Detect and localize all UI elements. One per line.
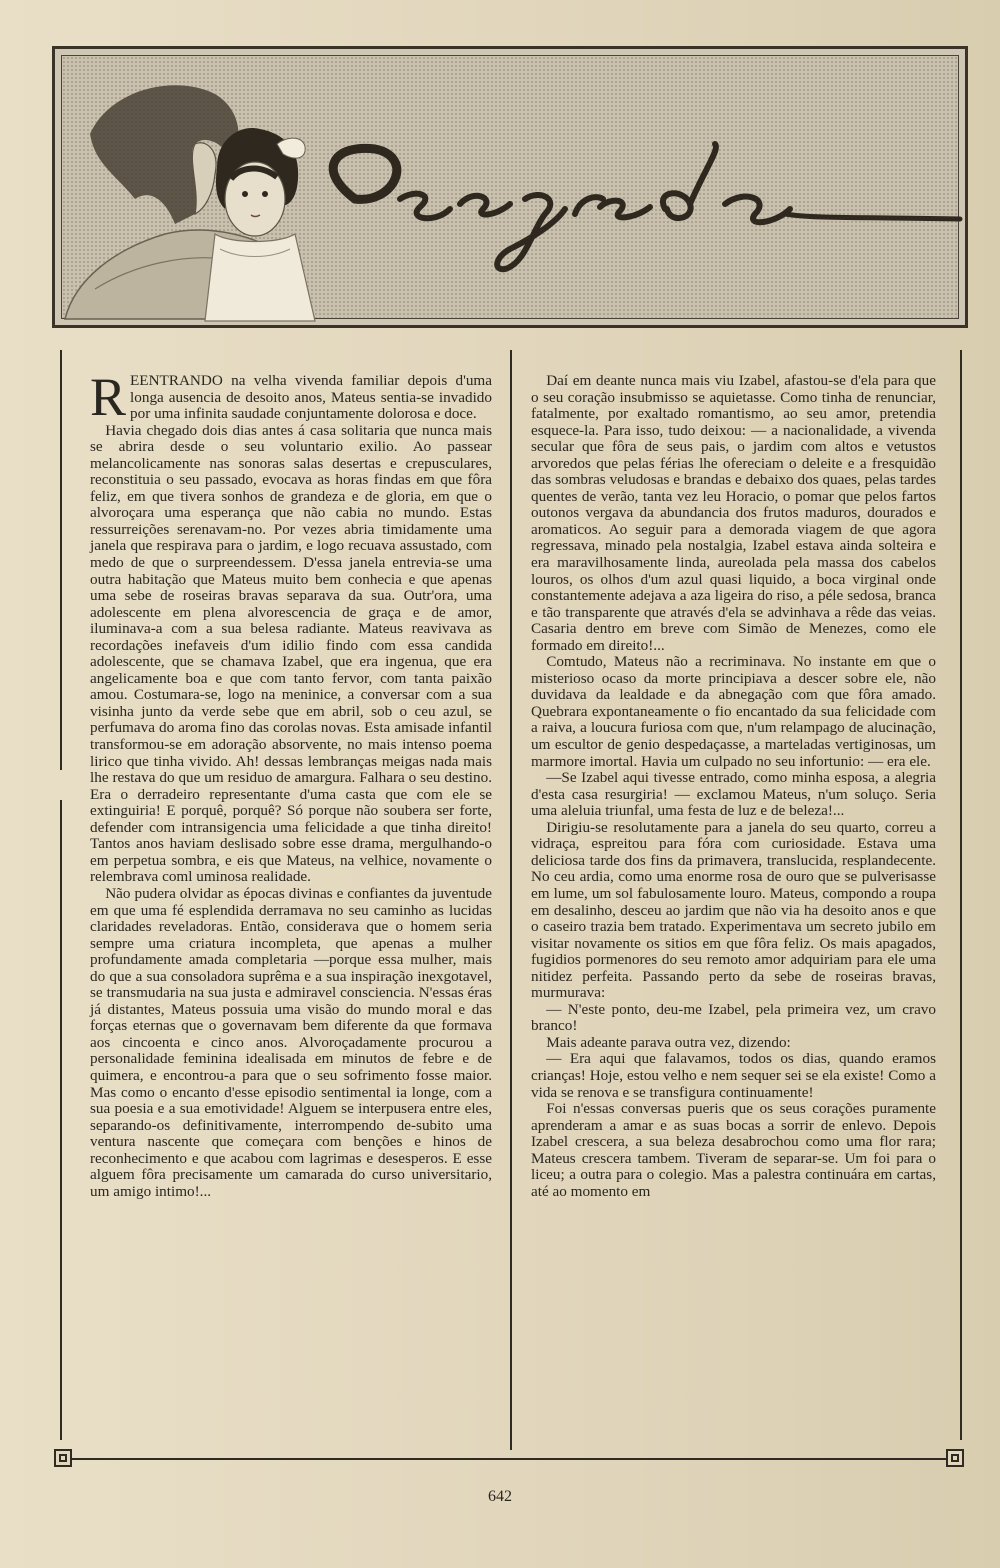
paragraph: Havia chegado dois dias antes á casa solitaria que nunca mais se abrira desde o seu voluntario exilio. Ao passear melancolicamente nas sonoras salas desertas e crepusculares, reconstituia o seu passado, evocava as horas findas em que fôra feliz, em que tivera sonhos de grandeza e de gloria, em que o alvoroçara uma esperança que não cabia no mundo. Estas ressurreições serenavam-no. Por vezes abria timidamente uma janela que respirava para o jardim, e logo recuava assustado, com medo de que o surpreendessem. D'essa janela entrevia-se uma outra habitação que Mateus muito bem conhecia e que apenas uma sebe de roseiras bravas separava da sua. Outr'ora, uma adolescente em plena alvorescencia de graça e de amor, iluminava-a com a sua belesa radiante. Mateus reavivava as recordações inefaveis d'um idilio findo com essa candida adolescente, que se chamava Izabel, que era ingenua, que era angelicamente boa e que com tanto fervor, com tanta paixão amou. Costumara-se, logo na meninice, a conversar com a sua visinha junto da verde sebe que em abril, sob o ceu azul, se perfumava do aroma fino das corolas novas. Esta amisade infantil transformou-se em adoração absorvente, no mais intenso poema lirico que tinha vivido. Ah! dessas lembranças meigas nada mais lhe restava do que um residuo de amargura. Falhara o seu destino. Era o derradeiro representante d'uma casta que com ele se extinguiria! E porquê, porquê? Só porque não soubera ser forte, defender com intransigencia uma felicidade a que tinha direito! Tantos anos haviam deslisado sobre esse drama, mergulhando-o em perpetua sombra, e eis que Mateus, na velhice, novamente o relembrava coml uminosa realidade. — [90, 421, 492, 886]
paragraph-text: EENTRANDO na velha vivenda familiar depois d'uma longa ausencia de desoito anos, Mateus sentia-se invadido por uma infinita saudade conjuntamente dolorosa e doce. — [130, 372, 492, 423]
left-outer-rule — [60, 350, 62, 770]
title-calligraphy — [333, 144, 960, 269]
dropcap: R — [90, 367, 127, 427]
paragraph: Comtudo, Mateus não a recriminava. No instante em que o misterioso ocaso da morte principiava a descer sobre ele, não duvidava da lealdade e da abnegação com que fôra amado. Quebrara expontaneamente o fio encantado da sua felicidade com a raiva, a loucura furiosa com que, n'um relampago de alucinação, um escultor de genio despedaçasse, a marteladas vertiginosas, um marmore imortal. Havia um culpado no seu infortunio: — era ele. — [531, 653, 936, 770]
right-column — [531, 373, 936, 1200]
left-column — [90, 367, 492, 1200]
header-banner — [52, 46, 968, 328]
paragraph: Foi n'essas conversas pueris que os seus corações puramente aprenderam a amar e as suas bocas a sorrir de enlevo. Depois Izabel crescera, a sua beleza desabrochou como uma flor rara; Mateus crescera tambem. Tiveram de separar-se. Um foi para o liceu; a outra para o colegio. Mas a palestra continuára em cartas, até ao momento em — [531, 1100, 936, 1200]
right-outer-rule — [960, 350, 962, 1440]
paragraph: Não pudera olvidar as épocas divinas e confiantes da juventude em que uma fé esplendida derramava no seu caminho as lucidas claridades reveladoras. Então, considerava que o homem seria sempre uma criatura incompleta, que apenas a mulher profundamente amada completaria —porque essa mulher, mais do que a sua consoladora suprêma e a sua inspiração inexgotavel, se transmudaria na sua justa e admiravel consciencia. N'essas éras já distantes, Mateus possuia uma visão do mundo moral e das forças eternas que o governavam bem diferente da que formava aos cincoenta e cinco anos. Alvoroçadamente procurou a personalidade feminina idealisada em minutos de febre e de quimera, e encontrou-a para que o seu sofrimento fosse maior. Mas como o encanto d'esse episodio sentimental ia longe, com a sua poesia e a sua emotividade! Alguem se interpusera entre eles, separando-os definitivamente, interrompendo de-subito uma ventura nascente que começara com benções e hinos de reconhecimento e que acabou com lagrimas e desesperos. E esse alguem fôra precisamente um camarada do curso universitario, um amigo intimo!... — [90, 884, 492, 1200]
banner-illustration — [55, 49, 965, 325]
paragraph: Dirigiu-se resolutamente para a janela do seu quarto, correu a vidraça, espreitou para fóra com curiosidade. Estava uma deliciosa tarde dos fins da primavera, translucida, resplandecente. No ceu ardia, como uma enorme rosa de ouro que se pulverisasse em lume, um sol fabulosamente louro. Mateus, compondo a roupa em desalinho, desceu ao jardim que não via ha desoito anos e que o caseiro trazia bem tratado. Experimentava um secreto jubilo em visitar novamente os sitios em que fôra feliz. Os mais apagados, fugidios pormenores do seu remoto amor adquiriam para ele uma nitidez perfeita. Passando perto da sebe de roseiras bravas, murmurava: — [531, 818, 936, 1002]
paragraph: Daí em deante nunca mais viu Izabel, afastou-se d'ela para que o seu coração insubmisso se aquietasse. Como tinha de renunciar, fatalmente, por exaltado romantismo, ao seu amor, pretendia esquece-la. Para isso, tudo deixou: — a nacionalidade, a vivenda secular que fôra de seus pais, o jardim com altos e vetustos arvoredos que pelas férias lhe ofereciam o deleite e a fresquidão das sombras veludosas e brandas e debaixo dos quaes, pelas tardes quentes de verão, tanta vez leu Horacio, o pomar que pelos fartos outonos vergava da abundancia dos frutos maduros, dourados e aromaticos. Ao seguir para a demorada viagem de que agora regressava, minado pela nostalgia, Izabel estava ainda solteira e era maravilhosamente linda, aureolada pela massa dos cabelos louros, os olhos d'um azul quasi liquido, a boca virginal onde constantemente adejava a aza ligeira do riso, a péle sedosa, branca e tão transparente que através d'ela se advinhava a rêde das veias. Casaria dentro em breve com Simão de Menezes, como ele formado em direito!... — [531, 372, 936, 654]
bottom-rule — [72, 1458, 948, 1460]
bottom-left-ornament — [54, 1449, 72, 1467]
paragraph: Mais adeante parava outra vez, dizendo: — [546, 1033, 791, 1051]
left-outer-rule-lower — [60, 800, 62, 1440]
child-figure — [205, 128, 315, 321]
page-number: 642 — [488, 1488, 512, 1505]
center-column-rule — [510, 350, 512, 1450]
paragraph — [90, 367, 492, 427]
paragraph: —Se Izabel aqui tivesse entrado, como minha esposa, a alegria d'esta casa resurgiria! — exclamou Mateus, n'um soluço. Seria uma aleluia triunfal, uma festa de luz e de beleza!... — [531, 769, 936, 820]
paragraph: — N'este ponto, deu-me Izabel, pela primeira vez, um cravo branco! — [531, 1000, 936, 1035]
paragraph: — Era aqui que falavamos, todos os dias, quando eramos crianças! Hoje, estou velho e nem sequer sei se ela existe! Como a vida se renova e se transfigura continuamente! — [531, 1050, 936, 1101]
bottom-right-ornament — [946, 1449, 964, 1467]
